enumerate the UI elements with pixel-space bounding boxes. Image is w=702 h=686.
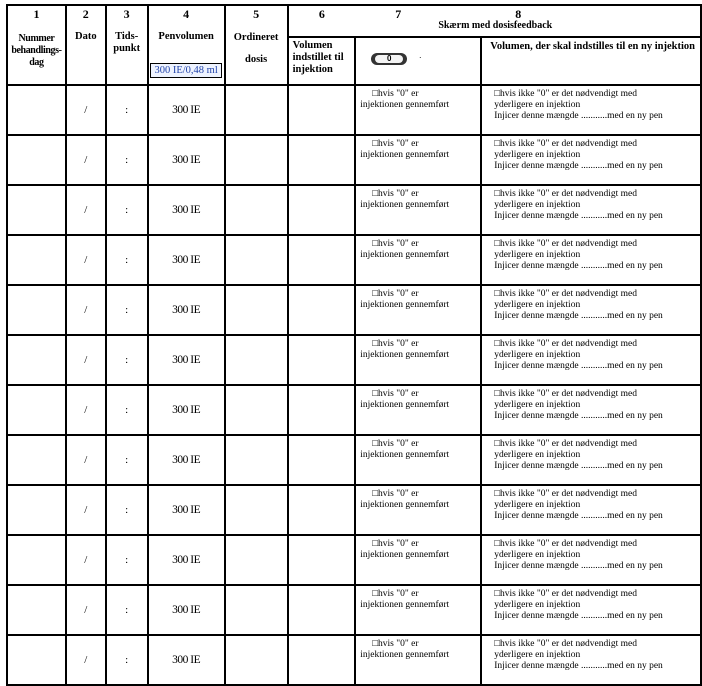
- table-row: [7, 535, 701, 585]
- time-cell[interactable]: [106, 135, 148, 185]
- pen-volume-value: 300 IE: [172, 604, 201, 616]
- new-injection-line2: yderligere en injektion: [494, 100, 581, 110]
- day-number-cell[interactable]: [7, 235, 66, 285]
- day-number-cell[interactable]: [7, 385, 66, 435]
- date-separator: /: [84, 204, 88, 216]
- col8-number: 8: [515, 7, 522, 21]
- zero-check-line1: □hvis "0" er: [372, 289, 419, 299]
- header-col6: [288, 37, 356, 85]
- set-volume-cell[interactable]: [288, 535, 356, 585]
- zero-check-line1: □hvis "0" er: [372, 239, 419, 249]
- time-cell[interactable]: [106, 535, 148, 585]
- set-volume-cell[interactable]: [288, 235, 356, 285]
- time-separator: :: [125, 304, 129, 316]
- day-number-cell[interactable]: [7, 335, 66, 385]
- set-volume-cell[interactable]: [288, 435, 356, 485]
- day-number-cell[interactable]: [7, 135, 66, 185]
- time-cell[interactable]: [106, 185, 148, 235]
- zero-check-line2: injektionen gennemført: [360, 150, 450, 160]
- time-separator: :: [125, 204, 129, 216]
- pen-volume-value: 300 IE: [172, 254, 201, 266]
- new-injection-cell[interactable]: [481, 385, 701, 435]
- new-injection-line1: □hvis ikke "0" er det nødvendigt med: [494, 289, 637, 299]
- col3-label: Tids-punkt: [113, 31, 141, 54]
- time-cell[interactable]: [106, 485, 148, 535]
- day-number-cell[interactable]: [7, 485, 66, 535]
- new-injection-line2: yderligere en injektion: [494, 600, 581, 610]
- date-separator: /: [84, 404, 88, 416]
- col6-label: Volumen indstillet til injektion: [292, 40, 344, 75]
- prescribed-dose-cell[interactable]: [225, 585, 288, 635]
- set-volume-cell[interactable]: [288, 335, 356, 385]
- new-injection-line2: yderligere en injektion: [494, 250, 581, 260]
- zero-check-cell[interactable]: [355, 285, 481, 335]
- set-volume-cell[interactable]: [288, 135, 356, 185]
- date-cell[interactable]: [66, 435, 106, 485]
- new-injection-cell[interactable]: [481, 235, 701, 285]
- screen-feedback-title: Skærm med dosisfeedback: [438, 20, 553, 31]
- date-cell[interactable]: [66, 485, 106, 535]
- table-row: [7, 585, 701, 635]
- pen-volume-box: 300 IE/0,48 ml: [150, 63, 221, 78]
- new-injection-cell[interactable]: [481, 185, 701, 235]
- new-injection-line1: □hvis ikke "0" er det nødvendigt med: [494, 539, 637, 549]
- new-injection-cell[interactable]: [481, 85, 701, 135]
- new-injection-line3: Injicer denne mængde ...........med en ny pen: [494, 261, 663, 271]
- prescribed-dose-cell[interactable]: [225, 285, 288, 335]
- time-separator: :: [125, 154, 129, 166]
- table-row: [7, 435, 701, 485]
- header-col7-8-top: [355, 5, 701, 37]
- time-separator: :: [125, 454, 129, 466]
- set-volume-cell[interactable]: [288, 485, 356, 535]
- zero-check-line2: injektionen gennemført: [360, 250, 450, 260]
- pen-volume-cell: [148, 435, 225, 485]
- dose-display-icon: [371, 53, 407, 65]
- new-injection-line3: Injicer denne mængde ...........med en ny pen: [494, 561, 663, 571]
- date-separator: /: [84, 104, 88, 116]
- zero-check-line1: □hvis "0" er: [372, 589, 419, 599]
- time-separator: :: [125, 654, 129, 666]
- header-col8: [481, 37, 701, 85]
- date-cell[interactable]: [66, 85, 106, 135]
- pen-volume-cell: [148, 235, 225, 285]
- pen-volume-value: 300 IE: [172, 204, 201, 216]
- time-separator: :: [125, 254, 129, 266]
- day-number-cell[interactable]: [7, 85, 66, 135]
- header-row-1: [7, 5, 701, 37]
- time-cell[interactable]: [106, 435, 148, 485]
- set-volume-cell[interactable]: [288, 185, 356, 235]
- pen-volume-cell: [148, 85, 225, 135]
- new-injection-cell[interactable]: [481, 335, 701, 385]
- date-cell[interactable]: [66, 535, 106, 585]
- new-injection-line2: yderligere en injektion: [494, 550, 581, 560]
- new-injection-cell[interactable]: [481, 435, 701, 485]
- date-separator: /: [84, 654, 88, 666]
- zero-check-line1: □hvis "0" er: [372, 639, 419, 649]
- prescribed-dose-cell[interactable]: [225, 435, 288, 485]
- new-injection-line2: yderligere en injektion: [494, 200, 581, 210]
- new-injection-line1: □hvis ikke "0" er det nødvendigt med: [494, 239, 637, 249]
- zero-check-cell[interactable]: [355, 235, 481, 285]
- set-volume-cell[interactable]: [288, 285, 356, 335]
- col3-number: 3: [123, 7, 130, 21]
- time-cell[interactable]: [106, 235, 148, 285]
- pen-volume-cell: [148, 335, 225, 385]
- col8-label: Volumen, der skal indstilles til en ny injektion: [490, 41, 695, 52]
- zero-check-line1: □hvis "0" er: [372, 389, 419, 399]
- time-separator: :: [125, 354, 129, 366]
- zero-check-line1: □hvis "0" er: [372, 439, 419, 449]
- date-separator: /: [84, 254, 88, 266]
- new-injection-line2: yderligere en injektion: [494, 650, 581, 660]
- zero-check-line2: injektionen gennemført: [360, 100, 450, 110]
- header-col6-top: [288, 5, 356, 37]
- time-cell[interactable]: [106, 385, 148, 435]
- prescribed-dose-cell[interactable]: [225, 235, 288, 285]
- header-col5: [225, 5, 288, 85]
- prescribed-dose-cell[interactable]: [225, 335, 288, 385]
- table-row: [7, 335, 701, 385]
- date-cell[interactable]: [66, 135, 106, 185]
- date-cell[interactable]: [66, 585, 106, 635]
- new-injection-cell[interactable]: [481, 485, 701, 535]
- zero-check-cell[interactable]: [355, 185, 481, 235]
- col6-number: 6: [318, 7, 325, 21]
- new-injection-line1: □hvis ikke "0" er det nødvendigt med: [494, 439, 637, 449]
- time-cell[interactable]: [106, 285, 148, 335]
- zero-check-line2: injektionen gennemført: [360, 500, 450, 510]
- col1-label: Nummer behandlings-dag: [11, 33, 62, 68]
- new-injection-line3: Injicer denne mængde ...........med en ny pen: [494, 661, 663, 671]
- new-injection-line3: Injicer denne mængde ...........med en ny pen: [494, 361, 663, 371]
- zero-check-cell[interactable]: [355, 585, 481, 635]
- time-separator: :: [125, 504, 129, 516]
- date-separator: /: [84, 454, 88, 466]
- new-injection-line3: Injicer denne mængde ...........med en ny pen: [494, 461, 663, 471]
- day-number-cell[interactable]: [7, 435, 66, 485]
- time-cell[interactable]: [106, 585, 148, 635]
- pen-volume-value: 300 IE: [172, 404, 201, 416]
- time-cell[interactable]: [106, 85, 148, 135]
- pen-volume-cell: [148, 185, 225, 235]
- new-injection-line2: yderligere en injektion: [494, 400, 581, 410]
- pen-volume-value: 300 IE: [172, 654, 201, 666]
- date-cell[interactable]: [66, 335, 106, 385]
- day-number-cell[interactable]: [7, 285, 66, 335]
- date-cell[interactable]: [66, 235, 106, 285]
- pen-volume-cell: [148, 135, 225, 185]
- new-injection-line2: yderligere en injektion: [494, 350, 581, 360]
- col1-number: 1: [33, 7, 40, 21]
- new-injection-line2: yderligere en injektion: [494, 450, 581, 460]
- prescribed-dose-cell[interactable]: [225, 185, 288, 235]
- dose-display-value: 0: [375, 55, 403, 63]
- new-injection-line1: □hvis ikke "0" er det nødvendigt med: [494, 89, 637, 99]
- zero-check-line1: □hvis "0" er: [372, 539, 419, 549]
- date-cell[interactable]: [66, 285, 106, 335]
- date-separator: /: [84, 354, 88, 366]
- zero-check-line1: □hvis "0" er: [372, 489, 419, 499]
- zero-check-line2: injektionen gennemført: [360, 200, 450, 210]
- zero-check-line2: injektionen gennemført: [360, 450, 450, 460]
- col2-number: 2: [82, 7, 89, 21]
- zero-check-cell[interactable]: [355, 335, 481, 385]
- set-volume-cell[interactable]: [288, 85, 356, 135]
- date-cell[interactable]: [66, 185, 106, 235]
- header-col7: [355, 37, 481, 85]
- table-row: [7, 135, 701, 185]
- col4-label: Penvolumen: [158, 31, 214, 42]
- pen-volume-cell: [148, 485, 225, 535]
- new-injection-line3: Injicer denne mængde ...........med en ny pen: [494, 161, 663, 171]
- new-injection-line1: □hvis ikke "0" er det nødvendigt med: [494, 489, 637, 499]
- zero-check-line2: injektionen gennemført: [360, 550, 450, 560]
- pen-volume-cell: [148, 535, 225, 585]
- day-number-cell[interactable]: [7, 535, 66, 585]
- pen-volume-value: 300 IE: [172, 304, 201, 316]
- zero-check-cell[interactable]: [355, 435, 481, 485]
- new-injection-line3: Injicer denne mængde ...........med en ny pen: [494, 511, 663, 521]
- header-col1: [7, 5, 66, 85]
- col7-number: 7: [395, 7, 402, 21]
- date-separator: /: [84, 554, 88, 566]
- header-col4: [148, 5, 225, 85]
- new-injection-cell[interactable]: [481, 135, 701, 185]
- date-separator: /: [84, 304, 88, 316]
- time-separator: :: [125, 404, 129, 416]
- zero-check-line2: injektionen gennemført: [360, 300, 450, 310]
- prescribed-dose-cell[interactable]: [225, 385, 288, 435]
- zero-check-cell[interactable]: [355, 385, 481, 435]
- new-injection-line2: yderligere en injektion: [494, 500, 581, 510]
- new-injection-line3: Injicer denne mængde ...........med en ny pen: [494, 311, 663, 321]
- table-row: [7, 285, 701, 335]
- time-separator: :: [125, 554, 129, 566]
- prescribed-dose-cell[interactable]: [225, 535, 288, 585]
- zero-check-cell[interactable]: [355, 135, 481, 185]
- col5-number: 5: [253, 7, 260, 21]
- date-separator: /: [84, 604, 88, 616]
- col2-label: Dato: [74, 31, 97, 42]
- new-injection-line1: □hvis ikke "0" er det nødvendigt med: [494, 389, 637, 399]
- pen-volume-value: 300 IE: [172, 154, 201, 166]
- pen-volume-value: 300 IE: [172, 354, 201, 366]
- set-volume-cell[interactable]: [288, 585, 356, 635]
- new-injection-cell[interactable]: [481, 285, 701, 335]
- zero-check-line2: injektionen gennemført: [360, 600, 450, 610]
- time-cell[interactable]: [106, 335, 148, 385]
- date-cell[interactable]: [66, 385, 106, 435]
- new-injection-line1: □hvis ikke "0" er det nødvendigt med: [494, 589, 637, 599]
- injection-log-sheet: [6, 4, 702, 686]
- table-row: [7, 85, 701, 135]
- table-row: [7, 185, 701, 235]
- new-injection-line3: Injicer denne mængde ...........med en ny pen: [494, 611, 663, 621]
- table-row: [7, 485, 701, 535]
- zero-check-cell[interactable]: [355, 485, 481, 535]
- screen-dot: .: [419, 51, 422, 60]
- zero-check-line2: injektionen gennemført: [360, 650, 450, 660]
- new-injection-line3: Injicer denne mængde ...........med en ny pen: [494, 211, 663, 221]
- header-col2: [66, 5, 106, 85]
- pen-volume-cell: [148, 585, 225, 635]
- dose-screen: [356, 38, 480, 72]
- new-injection-line1: □hvis ikke "0" er det nødvendigt med: [494, 639, 637, 649]
- new-injection-line3: Injicer denne mængde ...........med en ny pen: [494, 411, 663, 421]
- header-col3: [106, 5, 148, 85]
- zero-check-cell[interactable]: [355, 85, 481, 135]
- time-separator: :: [125, 104, 129, 116]
- zero-check-line1: □hvis "0" er: [372, 339, 419, 349]
- zero-check-line1: □hvis "0" er: [372, 189, 419, 199]
- col5-label: Ordineret dosis: [233, 32, 279, 65]
- new-injection-cell[interactable]: [481, 585, 701, 635]
- new-injection-line1: □hvis ikke "0" er det nødvendigt med: [494, 189, 637, 199]
- col4-number: 4: [183, 7, 190, 21]
- new-injection-cell[interactable]: [481, 535, 701, 585]
- new-injection-line1: □hvis ikke "0" er det nødvendigt med: [494, 339, 637, 349]
- pen-volume-value: 300 IE: [172, 504, 201, 516]
- new-injection-line2: yderligere en injektion: [494, 150, 581, 160]
- pen-volume-cell: [148, 285, 225, 335]
- injection-log-table: [6, 4, 702, 686]
- zero-check-line1: □hvis "0" er: [372, 89, 419, 99]
- table-row: [7, 235, 701, 285]
- new-injection-line3: Injicer denne mængde ...........med en ny pen: [494, 111, 663, 121]
- pen-volume-cell: [148, 385, 225, 435]
- zero-check-line1: □hvis "0" er: [372, 139, 419, 149]
- date-separator: /: [84, 504, 88, 516]
- pen-volume-value: 300 IE: [172, 104, 201, 116]
- time-separator: :: [125, 604, 129, 616]
- pen-volume-value: 300 IE: [172, 554, 201, 566]
- day-number-cell[interactable]: [7, 585, 66, 635]
- date-separator: /: [84, 154, 88, 166]
- prescribed-dose-cell[interactable]: [225, 85, 288, 135]
- zero-check-line2: injektionen gennemført: [360, 400, 450, 410]
- prescribed-dose-cell[interactable]: [225, 485, 288, 535]
- table-row: [7, 385, 701, 435]
- zero-check-cell[interactable]: [355, 535, 481, 585]
- new-injection-line1: □hvis ikke "0" er det nødvendigt med: [494, 139, 637, 149]
- prescribed-dose-cell[interactable]: [225, 135, 288, 185]
- set-volume-cell[interactable]: [288, 385, 356, 435]
- zero-check-line2: injektionen gennemført: [360, 350, 450, 360]
- day-number-cell[interactable]: [7, 185, 66, 235]
- pen-volume-value: 300 IE: [172, 454, 201, 466]
- new-injection-line2: yderligere en injektion: [494, 300, 581, 310]
